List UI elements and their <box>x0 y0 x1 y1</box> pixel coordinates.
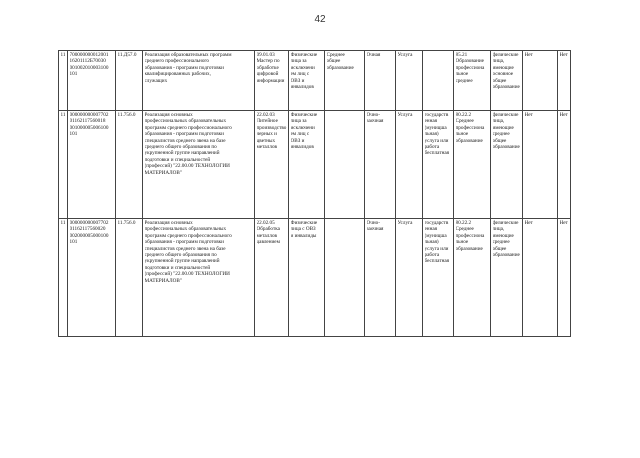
cell-line: металлов <box>256 232 277 239</box>
cell-line: программ среднего профессионального <box>144 124 232 131</box>
cell-okved-code <box>454 219 491 337</box>
cell-line: подготовки и специальностей <box>144 264 211 271</box>
cell-registry-code <box>68 219 116 337</box>
cell-line: ем лиц с <box>290 131 310 138</box>
table-row <box>59 219 571 337</box>
cell-line: ОВЗ и <box>290 77 305 84</box>
cell-line: ем лиц с <box>290 71 310 78</box>
cell-note-a <box>523 219 558 337</box>
cell-line: 22.02.05 <box>256 220 275 226</box>
cell-line: физические <box>492 112 519 118</box>
cell-line: образования - программ подготовки <box>144 131 224 138</box>
cell-line: 000000000007702 <box>69 220 109 226</box>
cell-line: лица, <box>492 226 505 233</box>
cell-line: Образование <box>455 58 484 65</box>
cell-line: 11 <box>60 112 66 118</box>
cell-line: цветных <box>256 137 276 144</box>
cell-specialty <box>255 111 289 219</box>
cell-admission-category <box>491 111 523 219</box>
cell-line: производство <box>256 124 287 131</box>
cell-education-level <box>325 219 365 337</box>
cell-line: среднего общего образования по <box>144 252 217 259</box>
cell-line: Нет <box>559 52 568 58</box>
cell-line: МАТЕРИАЛОВ" <box>144 169 182 176</box>
cell-line: (муницша <box>424 232 447 239</box>
cell-line: имеющие <box>492 64 514 71</box>
cell-admission-category <box>491 51 523 111</box>
cell-line: Физические <box>290 220 318 226</box>
cell-index <box>59 219 68 337</box>
cell-line: подготовки и специальностей <box>144 156 211 163</box>
cell-note-b <box>558 51 571 111</box>
cell-line: енная <box>424 118 438 125</box>
cell-line: Нет <box>559 112 568 118</box>
cell-note-b <box>558 219 571 337</box>
services-table <box>58 50 571 337</box>
cell-line: 11 <box>60 52 66 58</box>
cell-line: инвалидов <box>290 144 314 151</box>
cell-line: образование <box>492 144 520 151</box>
cell-line: Физические <box>290 112 318 118</box>
cell-line: Мастер по <box>256 58 280 65</box>
cell-line: и инвалиды <box>290 232 317 239</box>
cell-line: Услуга <box>397 220 413 226</box>
cell-line: 09.01.03 <box>256 52 275 58</box>
cell-line: работа <box>424 252 440 259</box>
cell-line: льное <box>455 131 469 138</box>
cell-line: среднее <box>492 239 510 246</box>
cell-service-code <box>116 111 143 219</box>
cell-line: имеющие <box>492 232 514 239</box>
cell-note-a <box>523 51 558 111</box>
cell-line: образование <box>455 137 483 144</box>
cell-line: 11 <box>60 220 66 226</box>
cell-service-kind <box>423 51 454 111</box>
cell-line: МАТЕРИАЛОВ" <box>144 277 182 284</box>
cell-line: Очно- <box>366 220 380 226</box>
cell-line: основное <box>492 71 514 78</box>
cell-line: образования - программ подготовки <box>144 64 224 71</box>
cell-index <box>59 111 68 219</box>
cell-service-code <box>116 51 143 111</box>
cell-line: льная) <box>424 239 439 246</box>
cell-line: среднее <box>492 131 510 138</box>
cell-service-kind <box>423 111 454 219</box>
cell-line: Физические <box>290 52 318 58</box>
cell-line: енная <box>424 226 438 233</box>
cell-education-level <box>325 111 365 219</box>
cell-line: профессиональных образовательных <box>144 118 227 125</box>
cell-education-level <box>325 51 365 111</box>
cell-line: черных и <box>256 131 277 138</box>
cell-line: Очная <box>366 52 381 58</box>
cell-line: лица, <box>492 118 505 125</box>
cell-line: служащих <box>144 77 168 84</box>
cell-line: 85.21 <box>455 52 468 58</box>
cell-line: государств <box>424 112 449 118</box>
cell-line: Реализация основных <box>144 220 193 226</box>
cell-line: бесплатная <box>424 258 450 265</box>
cell-study-form <box>365 51 396 111</box>
cell-line: укрупненной группе направлений <box>144 258 220 265</box>
cell-line: общее <box>492 137 507 144</box>
cell-line: Среднее <box>326 52 345 58</box>
cell-line: 001000005006100 <box>69 124 109 131</box>
cell-line: 101 <box>69 239 78 246</box>
cell-line: лица, <box>492 58 505 65</box>
cell-line: программ среднего профессионального <box>144 232 232 239</box>
cell-service-type <box>396 219 423 337</box>
cell-line: Услуга <box>397 112 413 118</box>
cell-line: 11.756.0 <box>117 220 136 226</box>
cell-line: 80.22.2 <box>455 112 472 118</box>
cell-line: 101 <box>69 131 78 138</box>
cell-line: физические <box>492 52 519 58</box>
cell-line: лица за <box>290 118 307 125</box>
cell-registry-code <box>68 51 116 111</box>
cell-line: исключени <box>290 64 315 71</box>
cell-line: 01162117560020 <box>69 226 106 233</box>
cell-program-name <box>143 51 255 111</box>
cell-line: Услуга <box>397 52 413 58</box>
cell-line: 002000005000100 <box>69 232 109 239</box>
cell-line: заочная <box>366 118 384 125</box>
cell-line: 101 <box>69 71 78 78</box>
cell-line: Нет <box>524 112 533 118</box>
cell-line: 80.22.2 <box>455 220 472 226</box>
cell-note-b <box>558 111 571 219</box>
cell-line: льное <box>455 71 469 78</box>
cell-line: образование <box>492 84 520 91</box>
cell-service-code <box>116 219 143 337</box>
cell-line: специалистов среднего звена на базе <box>144 137 226 144</box>
cell-line: 700000000012001 <box>69 52 109 58</box>
cell-line: Обработка <box>256 226 280 233</box>
cell-study-form <box>365 111 396 219</box>
cell-line: льное <box>455 239 469 246</box>
cell-line: бесплатная <box>424 150 450 157</box>
cell-line: лица за <box>290 58 307 65</box>
cell-note-a <box>523 111 558 219</box>
cell-line: специалистов среднего звена на базе <box>144 245 226 252</box>
cell-line: 16201112Б70030 <box>69 58 106 65</box>
cell-line: среднего общего образования по <box>144 144 217 151</box>
cell-study-form <box>365 219 396 337</box>
cell-line: ОВЗ и <box>290 137 305 144</box>
cell-line: профессиональных образовательных <box>144 226 227 233</box>
cell-line: Литейное <box>256 118 278 125</box>
cell-line: Нет <box>524 220 533 226</box>
cell-registry-code <box>68 111 116 219</box>
cell-line: государств <box>424 220 449 226</box>
table-row <box>59 111 571 219</box>
cell-line: Реализация основных <box>144 112 193 118</box>
cell-specialty <box>255 219 289 337</box>
cell-line: 001002010003100 <box>69 64 109 71</box>
cell-program-name <box>143 111 255 219</box>
cell-line: лица с ОВЗ <box>290 226 316 233</box>
cell-line: 000000000007702 <box>69 112 109 118</box>
cell-line: общее <box>492 245 507 252</box>
cell-line: инвалидов <box>290 84 314 91</box>
cell-specialty <box>255 51 289 111</box>
cell-line: физические <box>492 220 519 226</box>
cell-line: работа <box>424 144 440 151</box>
cell-line: Очно- <box>366 112 380 118</box>
cell-line: льная) <box>424 131 439 138</box>
cell-service-kind <box>423 219 454 337</box>
cell-line: давлением <box>256 239 280 246</box>
cell-service-type <box>396 111 423 219</box>
cell-line: образования - программ подготовки <box>144 239 224 246</box>
cell-line: общее <box>326 58 341 65</box>
cell-line: 01162117560018 <box>69 118 106 125</box>
table-row <box>59 51 571 111</box>
cell-line: цифровой <box>256 71 279 78</box>
cell-line: услуга или <box>424 137 449 144</box>
cell-line: образование <box>326 64 354 71</box>
cell-admission-category <box>491 219 523 337</box>
cell-line: профессиона <box>455 232 485 239</box>
cell-line: заочная <box>366 226 384 233</box>
cell-okved-code <box>454 111 491 219</box>
cell-line: квалифицированных рабочих, <box>144 71 211 78</box>
cell-line: (муницша <box>424 124 447 131</box>
cell-line: 11.Д57.0 <box>117 52 137 58</box>
cell-index <box>59 51 68 111</box>
cell-line: общее <box>492 77 507 84</box>
cell-line: образование <box>492 252 520 259</box>
cell-line: услуга или <box>424 245 449 252</box>
cell-line: металлов <box>256 144 277 151</box>
cell-line: исключени <box>290 124 315 131</box>
cell-line: Среднее <box>455 118 474 125</box>
cell-line: Нет <box>559 220 568 226</box>
cell-consumer-category <box>289 111 325 219</box>
cell-line: (профессий) "22.00.00 ТЕХНОЛОГИИ <box>144 271 230 278</box>
cell-service-type <box>396 51 423 111</box>
cell-program-name <box>143 219 255 337</box>
cell-line: (профессий) "22.00.00 ТЕХНОЛОГИИ <box>144 163 230 170</box>
cell-line: среднее <box>455 77 473 84</box>
cell-line: Среднее <box>455 226 474 233</box>
cell-line: Нет <box>524 52 533 58</box>
cell-line: профессиона <box>455 124 485 131</box>
cell-line: обработке <box>256 64 279 71</box>
cell-line: информации <box>256 77 285 84</box>
cell-okved-code <box>454 51 491 111</box>
cell-line: профессиона <box>455 64 485 71</box>
cell-line: укрупненной группе направлений <box>144 150 220 157</box>
cell-line: 11.756.0 <box>117 112 136 118</box>
cell-line: образование <box>455 245 483 252</box>
page-number: 42 <box>314 14 326 25</box>
cell-line: 22.02.03 <box>256 112 275 118</box>
cell-line: среднего профессионального <box>144 58 210 65</box>
cell-consumer-category <box>289 51 325 111</box>
cell-line: имеющие <box>492 124 514 131</box>
cell-line: Реализация образовательных программ <box>144 52 232 58</box>
cell-consumer-category <box>289 219 325 337</box>
